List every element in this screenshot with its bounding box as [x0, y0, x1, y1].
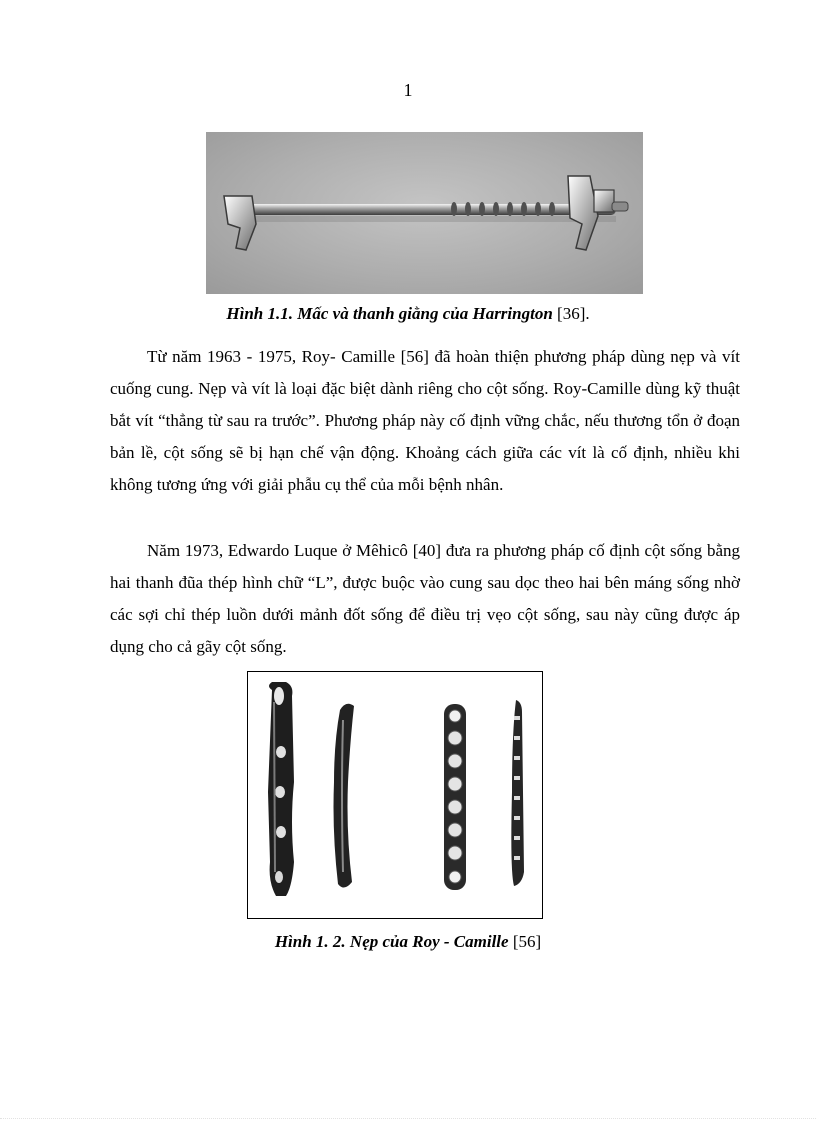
right-clamp — [594, 190, 614, 212]
figure1-caption-label: Hình 1.1. Mấc và thanh giằng của Harrington — [226, 304, 553, 323]
figure2-caption-ref: [56] — [508, 932, 542, 951]
roy-camille-plates-image — [248, 672, 542, 918]
right-hook — [568, 176, 598, 250]
plate-3 — [444, 704, 466, 890]
page-number: 1 — [403, 80, 413, 100]
body-paragraph-1: Từ năm 1963 - 1975, Roy- Camille [56] đã hoàn thiện phương pháp dùng nẹp và vít cuống cung. Nẹp và vít là loại đặc biệt dành riêng cho cột sống. Roy-Camille dùng kỹ thuật bắt vít “thẳng từ sau ra trước”. Phương pháp này cố định vững chắc, nếu thương tổn ở đoạn bản lề, cột sống sẽ bị hạn chế vận động. Khoảng cách giữa các vít là cố định, nhiều khi không tương ứng với giải phẫu cụ thể của mỗi bệnh nhân. — [110, 347, 740, 494]
bottom-rule — [0, 1118, 816, 1119]
harrington-rod-figure — [206, 132, 643, 294]
figure2-caption-label: Hình 1. 2. Nẹp của Roy - Camille — [274, 932, 509, 951]
plate-4 — [511, 700, 524, 886]
rod-shadow — [236, 216, 616, 222]
plate-2 — [334, 704, 355, 888]
figure1-caption-ref: [36]. — [552, 304, 590, 323]
left-hook — [224, 196, 256, 250]
body-paragraph-2: Năm 1973, Edwardo Luque ở Mêhicô [40] đưa ra phương pháp cố định cột sống bằng hai thanh đũa thép hình chữ “L”, được buộc vào cung sau dọc theo hai bên máng sống nhờ các sợi chỉ thép luồn dưới mảnh đốt sống để điều trị vẹo cột sống, sau này cũng được áp dụng cho cả gãy cột sống. — [110, 541, 740, 656]
harrington-rod-image — [206, 132, 643, 294]
plate-1 — [268, 682, 294, 896]
figure2-caption — [0, 932, 816, 952]
rod-shaft — [234, 204, 616, 215]
roy-camille-plates-figure — [247, 671, 543, 919]
rod-tip — [612, 202, 628, 211]
figure1-caption — [0, 304, 816, 324]
